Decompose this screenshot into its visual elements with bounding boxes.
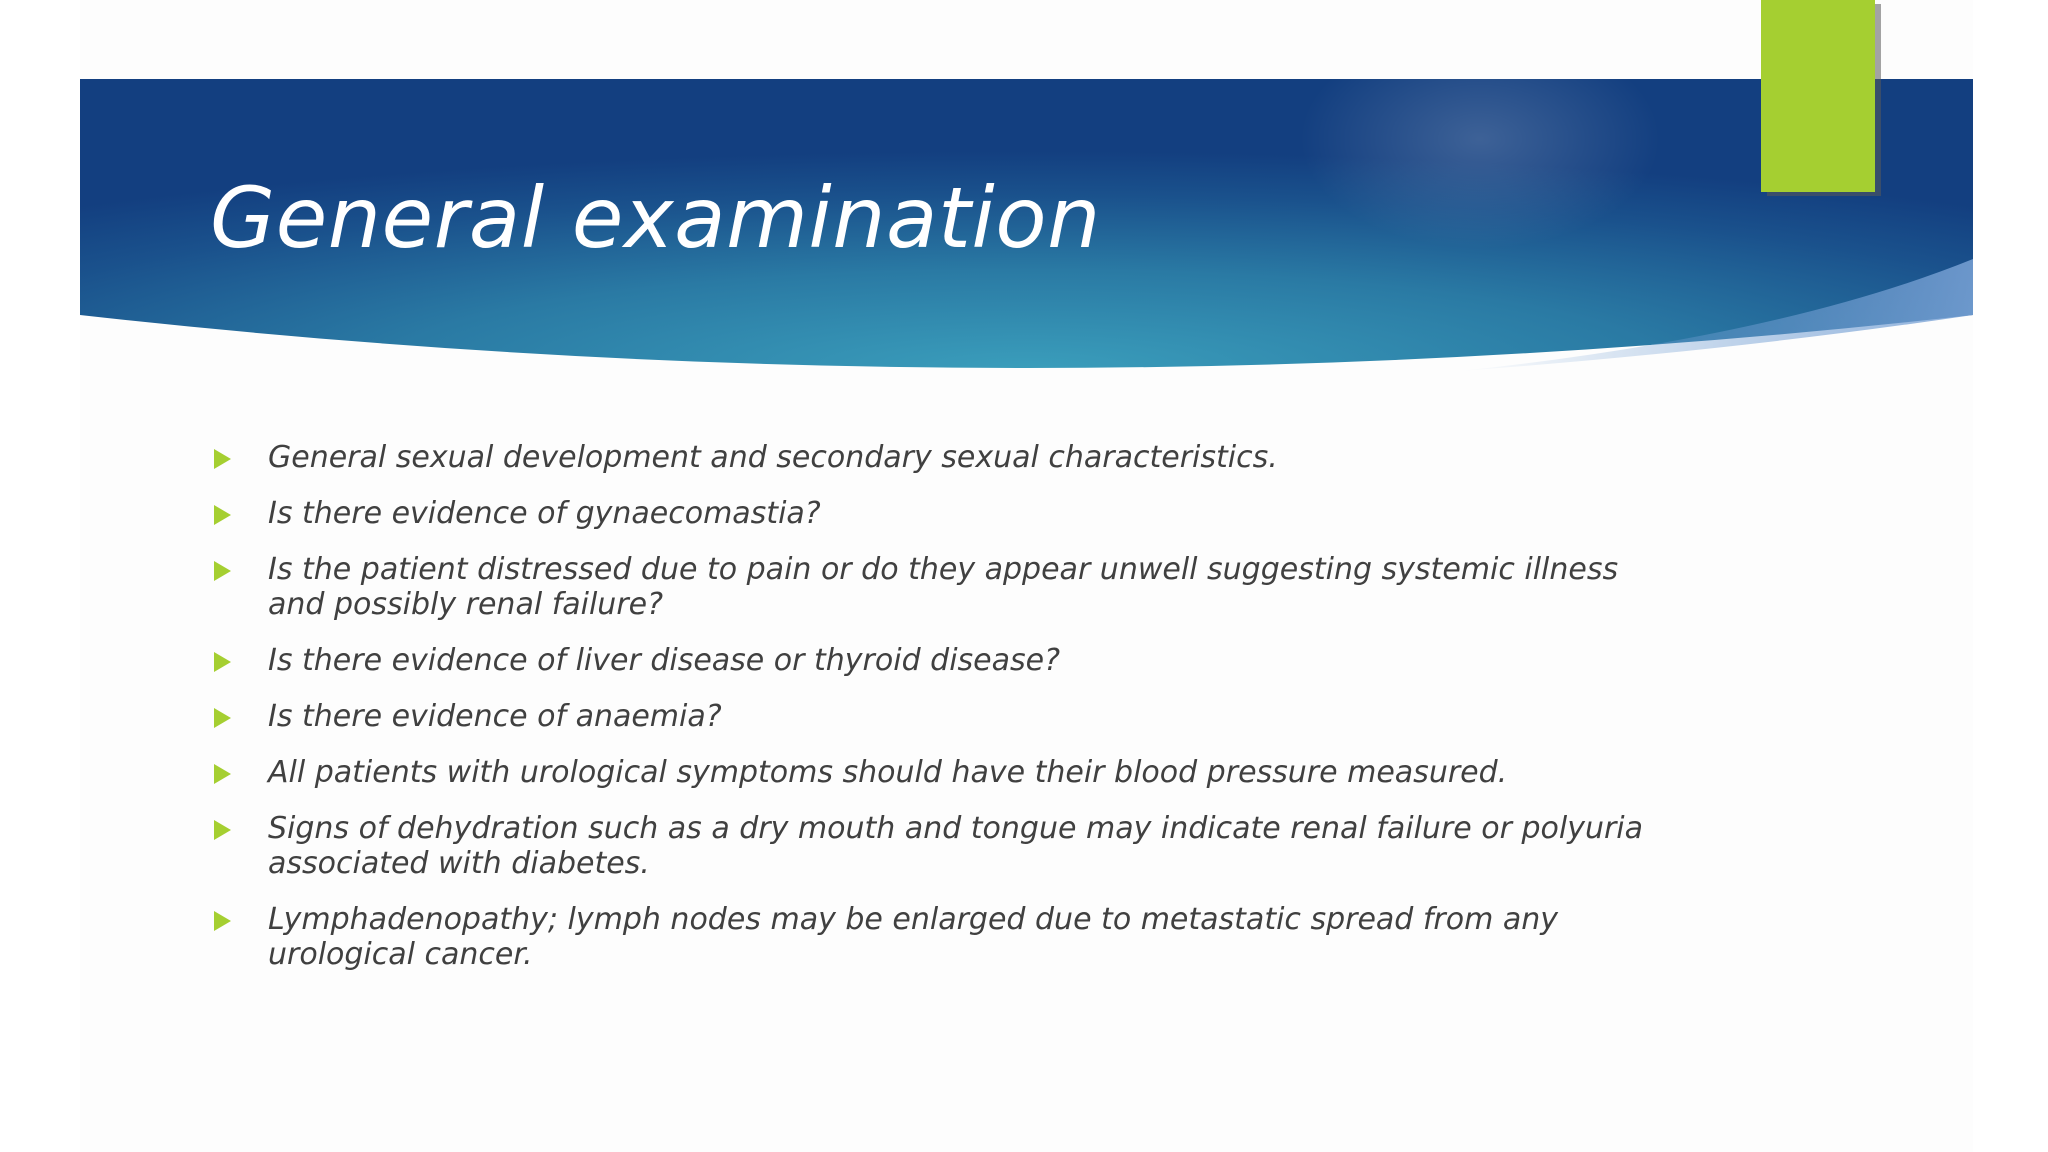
triangle-bullet-icon [214,505,231,525]
slide-title: General examination [210,169,1101,267]
triangle-bullet-icon [214,449,231,469]
triangle-bullet-icon [214,561,231,581]
bullet-text: Is there evidence of gynaecomastia? [268,496,821,531]
bullet-text: Signs of dehydration such as a dry mouth and tongue may indicate renal failure or polyuria associated with diabetes. [268,811,1644,881]
list-item [210,699,1680,734]
list-item [210,552,1680,622]
triangle-bullet-icon [214,652,231,672]
triangle-bullet-icon [214,764,231,784]
bullet-text: Is the patient distressed due to pain or do they appear unwell suggesting systemic illness and possibly renal failure? [268,552,1619,622]
triangle-bullet-icon [214,911,231,931]
triangle-bullet-icon [214,820,231,840]
bullet-list [210,440,1680,993]
bullet-text: All patients with urological symptoms should have their blood pressure measured. [268,755,1508,790]
list-item [210,643,1680,678]
list-item [210,811,1680,881]
list-item [210,440,1680,475]
list-item [210,902,1680,972]
bullet-text: Is there evidence of anaemia? [268,699,722,734]
list-item [210,496,1680,531]
bullet-text: General sexual development and secondary sexual characteristics. [268,440,1278,475]
list-item [210,755,1680,790]
bullet-text: Lymphadenopathy; lymph nodes may be enlarged due to metastatic spread from any urological cancer. [268,902,1559,972]
bullet-text: Is there evidence of liver disease or thyroid disease? [268,643,1061,678]
accent-tab [1761,0,1875,192]
triangle-bullet-icon [214,708,231,728]
